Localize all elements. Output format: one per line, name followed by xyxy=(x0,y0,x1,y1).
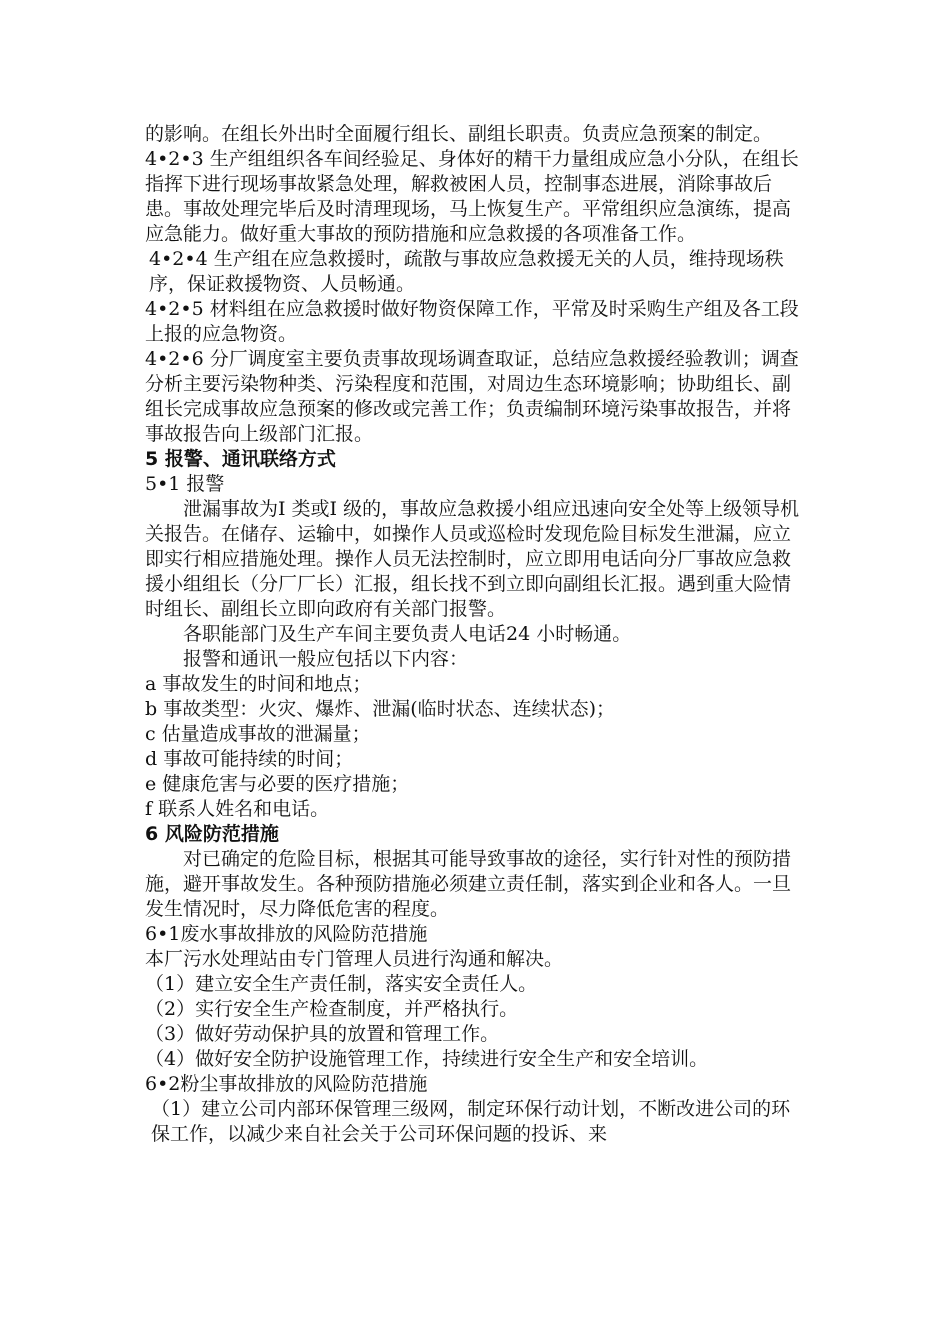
list-item-b: b 事故类型：火灾、爆炸、泄漏(临时状态、连续状态)； xyxy=(145,698,616,720)
paragraph-alarm: 泄漏事故为I 类或I 级的，事故应急救援小组应迅速向安全处等上级领导机关报告。在储存、运输中，如操作人员或巡检时发现危险目标发生泄漏，应立即实行相应措施处理。操作人员无法控制时，应立即用电话向分厂事故应急救援小组组长（分厂厂长）汇报，组长找不到立即向副组长汇报。遇到重大险情时组长、副组长立即向政府有关部门报警。 xyxy=(145,498,800,620)
list-item-f: f 联系人姓名和电话。 xyxy=(145,798,330,820)
section-heading-5: 5 报警、通讯联络方式 xyxy=(145,448,336,470)
list-item-2: （2）实行安全生产检查制度，并严格执行。 xyxy=(145,998,519,1020)
section-heading-6: 6 风险防范措施 xyxy=(145,823,279,845)
subsection-heading-6-1: 6•1废水事故排放的风险防范措施 xyxy=(145,923,428,945)
list-item-e: e 健康危害与必要的医疗措施； xyxy=(145,773,410,795)
paragraph-4-2-6: 4•2•6 分厂调度室主要负责事故现场调查取证，总结应急救援经验教训；调查分析主要污染物种类、污染程度和范围，对周边生态环境影响；协助组长、副组长完成事故应急预案的修改或完善工作；负责编制环境污染事故报告，并将事故报告向上级部门汇报。 xyxy=(145,348,799,445)
paragraph-phone: 各职能部门及生产车间主要负责人电话24 小时畅通。 xyxy=(183,623,632,645)
paragraph-4-2-5: 4•2•5 材料组在应急救援时做好物资保障工作，平常及时采购生产组及各工段上报的应急物资。 xyxy=(145,298,799,345)
paragraph-4-2-3: 4•2•3 生产组组织各车间经验足、身体好的精干力量组成应急小分队，在组长指挥下进行现场事故紧急处理，解救被困人员，控制事态进展，消除事故后患。事故处理完毕后及时清理现场，马上恢复生产。平常组织应急演练，提高应急能力。做好重大事故的预防措施和应急救援的各项准备工作。 xyxy=(145,148,799,245)
paragraph-dust: （1）建立公司内部环保管理三级网，制定环保行动计划，不断改进公司的环保工作，以减少来自社会关于公司环保问题的投诉、来 xyxy=(151,1098,791,1145)
paragraph-4-2-4: 4•2•4 生产组在应急救援时，疏散与事故应急救援无关的人员，维持现场秩序，保证救援物资、人员畅通。 xyxy=(149,248,784,295)
list-item-4: （4）做好安全防护设施管理工作，持续进行安全生产和安全培训。 xyxy=(145,1048,709,1070)
list-item-1: （1）建立安全生产责任制，落实安全责任人。 xyxy=(145,973,538,995)
subsection-heading-5-1: 5•1 报警 xyxy=(145,473,225,495)
list-item-3: （3）做好劳动保护具的放置和管理工作。 xyxy=(145,1023,500,1045)
list-item-d: d 事故可能持续的时间； xyxy=(145,748,354,770)
paragraph-responsibility: 的影响。在组长外出时全面履行组长、副组长职责。负责应急预案的制定。 xyxy=(145,123,773,145)
list-item-c: c 估量造成事故的泄漏量； xyxy=(145,723,371,745)
document-body xyxy=(145,122,805,1147)
paragraph-sewage: 本厂污水处理站由专门管理人员进行沟通和解决。 xyxy=(145,948,564,970)
list-item-a: a 事故发生的时间和地点； xyxy=(145,673,372,695)
paragraph-risk: 对已确定的危险目标，根据其可能导致事故的途径，实行针对性的预防措施，避开事故发生。各种预防措施必须建立责任制，落实到企业和各人。一旦发生情况时，尽力降低危害的程度。 xyxy=(145,848,792,920)
subsection-heading-6-2: 6•2粉尘事故排放的风险防范措施 xyxy=(145,1073,428,1095)
paragraph-alarm-content: 报警和通讯一般应包括以下内容： xyxy=(183,648,469,670)
